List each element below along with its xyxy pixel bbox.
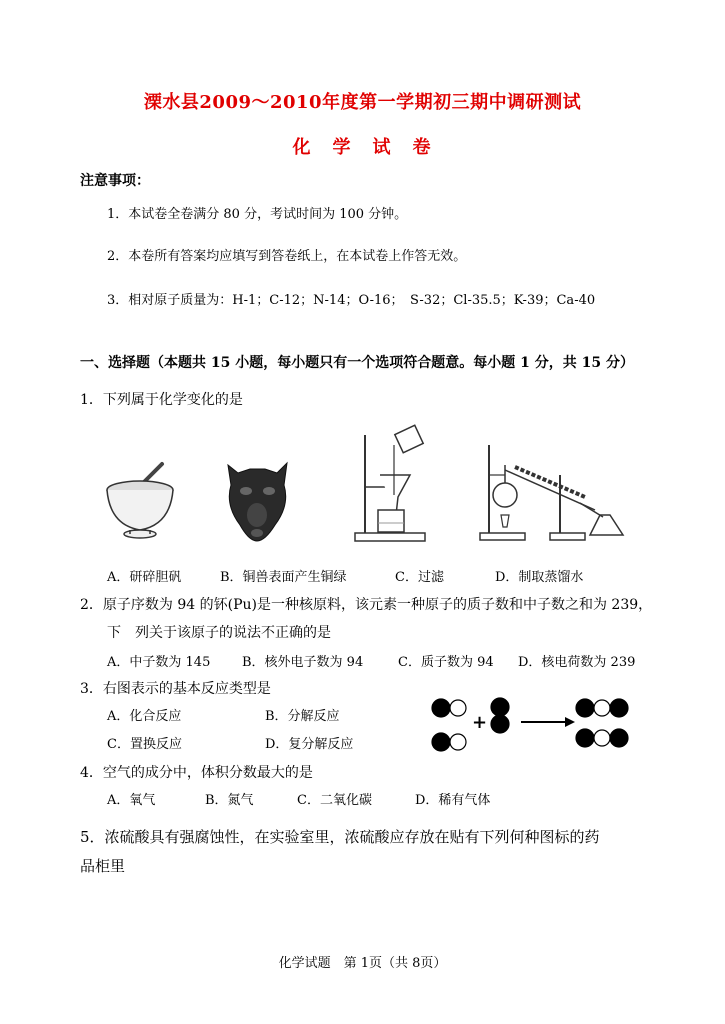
- note-item-2: 2．本卷所有答案均应填写到答卷纸上，在本试卷上作答无效。: [107, 249, 467, 264]
- page-footer: 化学试题 第 1页（共 8页）: [278, 956, 447, 971]
- reaction-plus-sign: +: [472, 712, 488, 733]
- product-b-black-atom-left: [576, 729, 594, 747]
- product-b-black-atom-right: [610, 729, 628, 747]
- product-a-black-atom-left: [576, 699, 594, 717]
- q1-option-b: B．铜兽表面产生铜绿: [220, 570, 347, 585]
- exam-title: 溧水县2009～2010年度第一学期初三期中调研测试: [143, 92, 582, 113]
- q5-stem: 5．浓硫酸具有强腐蚀性，在实验室里，浓硫酸应存放在贴有下列何种图标的药: [80, 828, 600, 846]
- reactant-a-black-atom: [432, 699, 450, 717]
- section-heading: 一、选择题（本题共 15 小题，每小题只有一个选项符合题意。每小题 1 分，共 15 分）: [80, 355, 634, 371]
- q1-stem: 1．下列属于化学变化的是: [80, 392, 243, 408]
- product-a-black-atom-right: [610, 699, 628, 717]
- reactant-b-black-atom: [432, 733, 450, 751]
- q2-option-d: D．核电荷数为 239: [518, 655, 636, 670]
- exam-subtitle: 化 学 试 卷: [292, 137, 433, 158]
- q5-stem-continued: 品柜里: [80, 857, 126, 875]
- q1-option-a: A．研碎胆矾: [107, 570, 182, 585]
- q2-stem: 2．原子序数为 94 的钚(Pu)是一种核原料，该元素一种原子的质子数和中子数之和为 239，: [80, 597, 653, 613]
- q3-option-d: D．复分解反应: [265, 737, 354, 752]
- q3-option-a: A．化合反应: [107, 709, 182, 724]
- note-item-3: 3．相对原子质量为：H-1；C-12；N-14；O-16； S-32；Cl-35.5；K-39；Ca-40: [107, 293, 596, 308]
- notes-heading: 注意事项：: [80, 173, 150, 189]
- note-item-1: 1．本试卷全卷满分 80 分，考试时间为 100 分钟。: [107, 207, 408, 222]
- reaction-diagram: [425, 692, 630, 757]
- q4-option-d: D．稀有气体: [415, 793, 491, 808]
- reactant-a-white-atom: [450, 700, 466, 716]
- q3-option-b: B．分解反应: [265, 709, 340, 724]
- q2-option-a: A．中子数为 145: [107, 655, 211, 670]
- q2-option-b: B．核外电子数为 94: [242, 655, 364, 670]
- product-a-white-atom: [594, 700, 610, 716]
- q2-option-c: C．质子数为 94: [398, 655, 494, 670]
- q1-option-d: D．制取蒸馏水: [495, 570, 584, 585]
- reactant-c-bottom-atom: [491, 715, 509, 733]
- q4-stem: 4．空气的成分中，体积分数最大的是: [80, 765, 313, 781]
- mortar-pestle-icon: [100, 460, 180, 545]
- q4-option-a: A．氧气: [107, 793, 156, 808]
- product-b-white-atom: [594, 730, 610, 746]
- reactant-b-white-atom: [450, 734, 466, 750]
- distillation-apparatus-icon: [475, 435, 635, 545]
- q3-option-c: C．置换反应: [107, 737, 182, 752]
- bronze-rat-head-icon: [220, 455, 295, 545]
- q1-option-c: C．过滤: [395, 570, 444, 585]
- reaction-arrow-head: [565, 717, 575, 727]
- q3-stem: 3．右图表示的基本反应类型是: [80, 681, 271, 697]
- filtration-apparatus-icon: [350, 425, 440, 545]
- q4-option-b: B．氮气: [205, 793, 254, 808]
- q2-stem-continued: 下 列关于该原子的说法不正确的是: [107, 625, 331, 641]
- reactant-c-top-atom: [491, 698, 509, 716]
- q4-option-c: C．二氧化碳: [297, 793, 372, 808]
